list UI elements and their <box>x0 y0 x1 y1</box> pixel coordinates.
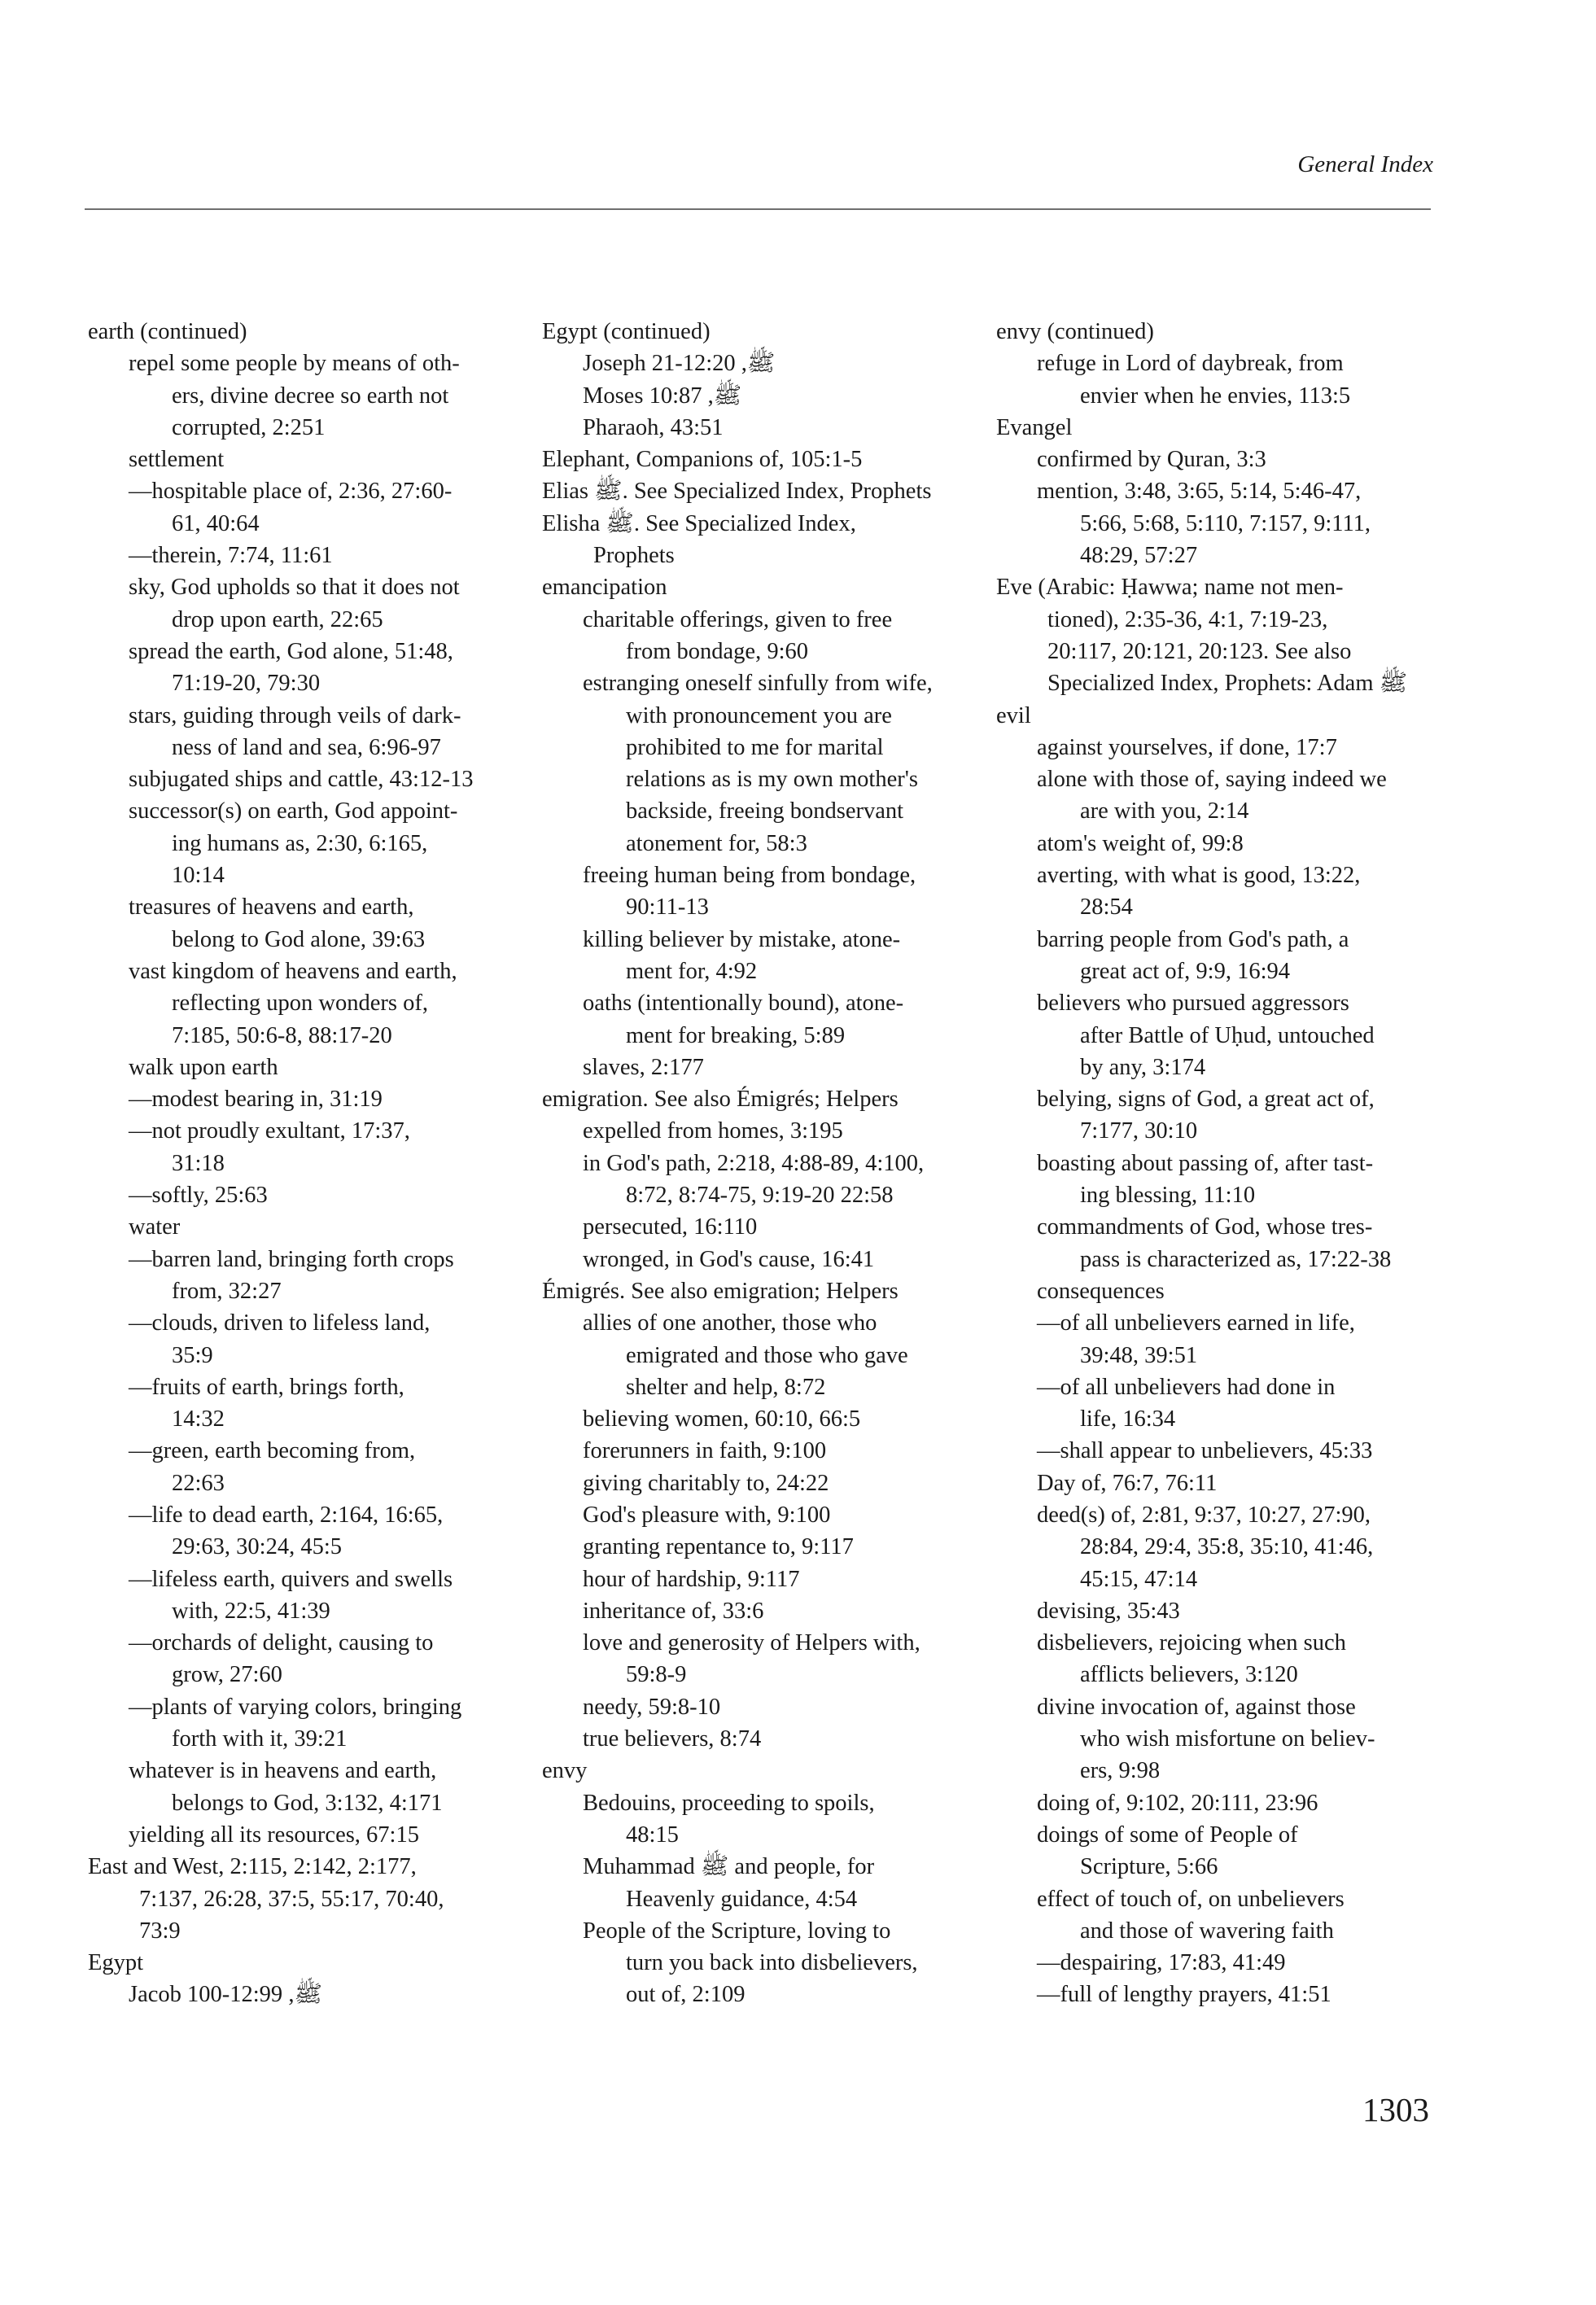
index-line: People of the Scripture, loving to <box>583 1918 891 1944</box>
index-line: 73:9 <box>139 1918 181 1944</box>
index-line: envy <box>542 1758 588 1784</box>
index-line: emigrated and those who gave <box>626 1342 908 1368</box>
index-line: Pharaoh, 43:51 <box>583 414 724 440</box>
index-line: freeing human being from bondage, <box>583 863 916 889</box>
index-line: 61, 40:64 <box>172 510 260 536</box>
index-line: refuge in Lord of daybreak, from <box>1037 351 1344 377</box>
index-line: pass is characterized as, 17:22-38 <box>1080 1246 1392 1272</box>
index-line: Scripture, 5:66 <box>1080 1854 1218 1880</box>
index-line: belying, signs of God, a great act of, <box>1037 1087 1375 1113</box>
index-line: 35:9 <box>172 1342 213 1368</box>
index-line: envy (continued) <box>996 319 1154 344</box>
index-line: 39:48, 39:51 <box>1080 1342 1198 1368</box>
index-line: —full of lengthy prayers, 41:51 <box>1037 1982 1331 2008</box>
index-line: Evangel <box>996 414 1073 440</box>
index-line: turn you back into disbelievers, <box>626 1950 918 1976</box>
index-line: giving charitably to, 24:22 <box>583 1470 829 1496</box>
index-line: 71:19-20, 79:30 <box>172 671 321 697</box>
index-line: from, 32:27 <box>172 1278 282 1304</box>
running-head: General Index <box>1297 151 1433 177</box>
index-line: ness of land and sea, 6:96-97 <box>172 734 441 760</box>
index-line: forerunners in faith, 9:100 <box>583 1438 827 1464</box>
index-line: Day of, 76:7, 76:11 <box>1037 1470 1218 1496</box>
index-line: with pronouncement you are <box>626 702 892 728</box>
index-line: Jacob ﷺ, 12:99-100 <box>129 1982 322 2008</box>
index-line: grow, 27:60 <box>172 1662 282 1688</box>
index-line: belongs to God, 3:132, 4:171 <box>172 1790 443 1816</box>
index-line: with, 22:5, 41:39 <box>172 1598 330 1624</box>
index-line: wronged, in God's cause, 16:41 <box>583 1246 875 1272</box>
index-line: allies of one another, those who <box>583 1310 877 1336</box>
index-line: slaves, 2:177 <box>583 1054 704 1080</box>
index-column-3 <box>996 316 1436 2011</box>
index-line: settlement <box>129 447 225 473</box>
index-line: 7:185, 50:6-8, 88:17-20 <box>172 1022 392 1048</box>
index-line: ing humans as, 2:30, 6:165, <box>172 830 428 856</box>
index-line: effect of touch of, on unbelievers <box>1037 1886 1345 1912</box>
index-line: Egypt <box>88 1950 144 1976</box>
index-line: by any, 3:174 <box>1080 1054 1206 1080</box>
index-line: 48:29, 57:27 <box>1080 543 1198 569</box>
index-line: granting repentance to, 9:117 <box>583 1534 854 1560</box>
index-line: after Battle of Uḥud, untouched <box>1080 1022 1375 1048</box>
index-line: out of, 2:109 <box>626 1982 746 2008</box>
index-line: whatever is in heavens and earth, <box>129 1758 437 1784</box>
index-line: —softly, 25:63 <box>129 1183 268 1209</box>
index-line: disbelievers, rejoicing when such <box>1037 1630 1346 1656</box>
index-line: —modest bearing in, 31:19 <box>129 1087 383 1113</box>
index-line: divine invocation of, against those <box>1037 1694 1356 1720</box>
index-line: 90:11-13 <box>626 894 709 921</box>
index-line: —shall appear to unbelievers, 45:33 <box>1037 1438 1373 1464</box>
index-line: emigration. See also Émigrés; Helpers <box>542 1087 899 1113</box>
index-line: Eve (Arabic: Ḥawwa; name not men- <box>996 575 1344 601</box>
index-line: —of all unbelievers earned in life, <box>1037 1310 1355 1336</box>
index-line: love and generosity of Helpers with, <box>583 1630 920 1656</box>
index-line: 5:66, 5:68, 5:110, 7:157, 9:111, <box>1080 510 1371 536</box>
index-line: Muhammad ﷺ and people, for <box>583 1854 875 1880</box>
index-line: are with you, 2:14 <box>1080 798 1249 824</box>
index-line: confirmed by Quran, 3:3 <box>1037 447 1266 473</box>
index-line: atonement for, 58:3 <box>626 830 807 856</box>
index-line: against yourselves, if done, 17:7 <box>1037 734 1337 760</box>
index-line: ment for breaking, 5:89 <box>626 1022 846 1048</box>
index-line: deed(s) of, 2:81, 9:37, 10:27, 27:90, <box>1037 1502 1371 1528</box>
index-line: —not proudly exultant, 17:37, <box>129 1118 410 1144</box>
index-line: 48:15 <box>626 1822 679 1848</box>
index-line: afflicts believers, 3:120 <box>1080 1662 1298 1688</box>
index-line: —lifeless earth, quivers and swells <box>129 1566 453 1592</box>
index-line: Egypt (continued) <box>542 319 711 344</box>
index-line: spread the earth, God alone, 51:48, <box>129 638 453 664</box>
index-line: devising, 35:43 <box>1037 1598 1180 1624</box>
index-line: —green, earth becoming from, <box>129 1438 416 1464</box>
index-line: Elisha ﷺ. See Specialized Index, <box>542 510 856 536</box>
index-line: vast kingdom of heavens and earth, <box>129 958 457 984</box>
index-line: successor(s) on earth, God appoint- <box>129 798 458 824</box>
index-line: walk upon earth <box>129 1054 278 1080</box>
index-line: subjugated ships and cattle, 43:12-13 <box>129 767 474 793</box>
index-line: hour of hardship, 9:117 <box>583 1566 800 1592</box>
index-line: believing women, 60:10, 66:5 <box>583 1406 861 1432</box>
index-line: ers, divine decree so earth not <box>172 383 449 409</box>
index-line: ing blessing, 11:10 <box>1080 1183 1256 1209</box>
index-line: 10:14 <box>172 863 225 889</box>
index-line: envier when he envies, 113:5 <box>1080 383 1351 409</box>
index-line: 28:84, 29:4, 35:8, 35:10, 41:46, <box>1080 1534 1374 1560</box>
index-line: Bedouins, proceeding to spoils, <box>583 1790 875 1816</box>
index-line: commandments of God, whose tres- <box>1037 1214 1373 1240</box>
index-line: tioned), 2:35-36, 4:1, 7:19-23, <box>1047 606 1328 632</box>
index-line: great act of, 9:9, 16:94 <box>1080 958 1291 984</box>
index-line: Heavenly guidance, 4:54 <box>626 1886 858 1912</box>
index-line: —of all unbelievers had done in <box>1037 1374 1336 1400</box>
index-line: —orchards of delight, causing to <box>129 1630 434 1656</box>
index-line: oaths (intentionally bound), atone- <box>583 991 904 1017</box>
index-line: East and West, 2:115, 2:142, 2:177, <box>88 1854 417 1880</box>
index-line: and those of wavering faith <box>1080 1918 1334 1944</box>
index-line: Joseph ﷺ, 12:20-21 <box>583 351 776 377</box>
page-number: 1303 <box>1362 2091 1429 2128</box>
header-rule <box>85 208 1431 210</box>
index-line: barring people from God's path, a <box>1037 926 1349 952</box>
index-line: 14:32 <box>172 1406 225 1432</box>
index-line: 59:8-9 <box>626 1662 687 1688</box>
index-line: 28:54 <box>1080 894 1133 921</box>
index-line: atom's weight of, 99:8 <box>1037 830 1244 856</box>
index-line: life, 16:34 <box>1080 1406 1176 1432</box>
index-line: prohibited to me for marital <box>626 734 884 760</box>
index-line: backside, freeing bondservant <box>626 798 904 824</box>
index-line: —fruits of earth, brings forth, <box>129 1374 404 1400</box>
index-line: alone with those of, saying indeed we <box>1037 767 1387 793</box>
index-line: —hospitable place of, 2:36, 27:60- <box>129 479 453 505</box>
index-line: Elias ﷺ. See Specialized Index, Prophets <box>542 479 932 505</box>
index-line: Prophets <box>593 543 675 569</box>
index-line: drop upon earth, 22:65 <box>172 606 383 632</box>
index-line: 45:15, 47:14 <box>1080 1566 1198 1592</box>
index-line: boasting about passing of, after tast- <box>1037 1150 1374 1176</box>
index-line: forth with it, 39:21 <box>172 1726 348 1752</box>
index-line: —clouds, driven to lifeless land, <box>129 1310 431 1336</box>
index-column-1 <box>88 316 531 2011</box>
index-line: 29:63, 30:24, 45:5 <box>172 1534 343 1560</box>
index-line: water <box>129 1214 181 1240</box>
index-line: in God's path, 2:218, 4:88-89, 4:100, <box>583 1150 925 1176</box>
index-line: sky, God upholds so that it does not <box>129 575 460 601</box>
index-line: inheritance of, 33:6 <box>583 1598 764 1624</box>
index-line: doings of some of People of <box>1037 1822 1298 1848</box>
index-line: —despairing, 17:83, 41:49 <box>1037 1950 1286 1976</box>
index-line: 8:72, 8:74-75, 9:19-20 22:58 <box>626 1183 894 1209</box>
index-line: corrupted, 2:251 <box>172 414 326 440</box>
index-line: 20:117, 20:121, 20:123. See also <box>1047 638 1352 664</box>
index-line: estranging oneself sinfully from wife, <box>583 671 933 697</box>
index-line: 22:63 <box>172 1470 225 1496</box>
index-line: 7:137, 26:28, 37:5, 55:17, 70:40, <box>139 1886 444 1912</box>
index-line: —plants of varying colors, bringing <box>129 1694 462 1720</box>
index-line: charitable offerings, given to free <box>583 606 893 632</box>
index-line: consequences <box>1037 1278 1165 1304</box>
index-line: expelled from homes, 3:195 <box>583 1118 843 1144</box>
index-line: from bondage, 9:60 <box>626 638 808 664</box>
index-line: Elephant, Companions of, 105:1-5 <box>542 447 863 473</box>
index-line: Specialized Index, Prophets: Adam ﷺ <box>1047 671 1408 697</box>
index-line: God's pleasure with, 9:100 <box>583 1502 831 1528</box>
index-line: stars, guiding through veils of dark- <box>129 702 461 728</box>
index-line: emancipation <box>542 575 667 601</box>
index-line: killing believer by mistake, atone- <box>583 926 901 952</box>
index-line: —life to dead earth, 2:164, 16:65, <box>129 1502 444 1528</box>
index-line: 7:177, 30:10 <box>1080 1118 1198 1144</box>
index-line: doing of, 9:102, 20:111, 23:96 <box>1037 1790 1318 1816</box>
index-line: who wish misfortune on believ- <box>1080 1726 1375 1752</box>
index-line: —therein, 7:74, 11:61 <box>129 543 333 569</box>
index-line: needy, 59:8-10 <box>583 1694 721 1720</box>
index-line: relations as is my own mother's <box>626 767 918 793</box>
index-line: mention, 3:48, 3:65, 5:14, 5:46-47, <box>1037 479 1362 505</box>
index-line: 31:18 <box>172 1150 225 1176</box>
index-line: treasures of heavens and earth, <box>129 894 414 921</box>
index-column-2 <box>542 316 998 2011</box>
index-line: true believers, 8:74 <box>583 1726 762 1752</box>
index-line: reflecting upon wonders of, <box>172 991 428 1017</box>
index-line: yielding all its resources, 67:15 <box>129 1822 419 1848</box>
index-line: earth (continued) <box>88 319 247 344</box>
index-line: belong to God alone, 39:63 <box>172 926 426 952</box>
index-line: —barren land, bringing forth crops <box>129 1246 454 1272</box>
index-line: believers who pursued aggressors <box>1037 991 1349 1017</box>
index-line: shelter and help, 8:72 <box>626 1374 826 1400</box>
index-line: evil <box>996 702 1031 728</box>
index-line: Moses ﷺ, 10:87 <box>583 383 742 409</box>
index-line: Émigrés. See also emigration; Helpers <box>542 1278 899 1304</box>
index-line: repel some people by means of oth- <box>129 351 460 377</box>
index-line: ment for, 4:92 <box>626 958 758 984</box>
index-line: ers, 9:98 <box>1080 1758 1161 1784</box>
index-line: averting, with what is good, 13:22, <box>1037 863 1361 889</box>
index-line: persecuted, 16:110 <box>583 1214 758 1240</box>
